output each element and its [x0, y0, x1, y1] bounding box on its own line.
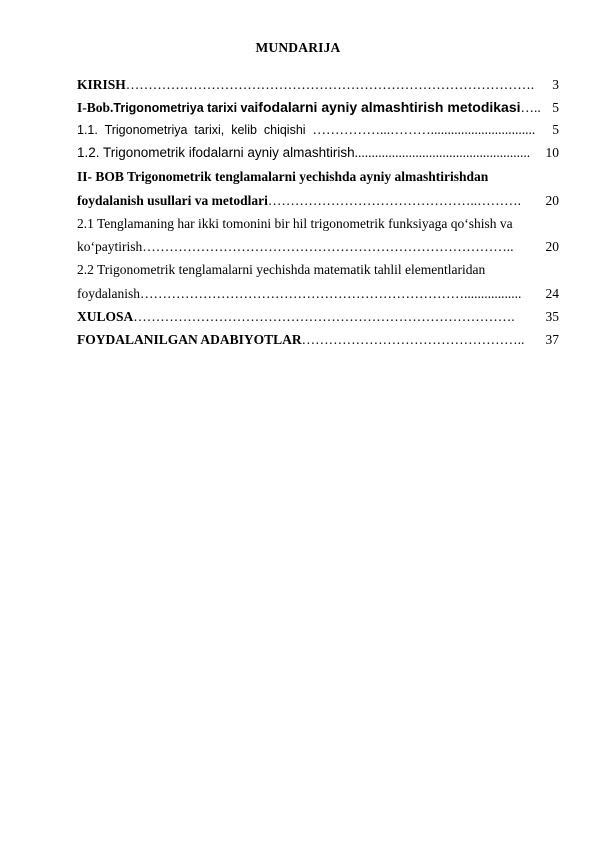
toc-leader-dots: ………………………………………………………………………..: [142, 239, 514, 254]
toc-entry-label: 1.1. Trigonometriya tarixi, kelib chiqishi: [77, 123, 313, 137]
toc-leader-dots: …..: [520, 100, 541, 115]
toc-entry-label-rest: ifodalarni ayniy almashtirish metodikasi: [254, 99, 521, 115]
toc-entry-chapter-2[interactable]: [77, 190, 559, 212]
toc-entry-prefix: I-Bob.: [77, 100, 114, 115]
toc-page-number: 20: [545, 193, 559, 208]
toc-entry-label: XULOSA: [77, 309, 134, 324]
toc-entry-kirish[interactable]: [77, 74, 559, 96]
toc-entry-label-part: Trigonometriya tarixi va: [113, 101, 255, 115]
toc-leader-dots: ………………………………………………………………………….: [133, 309, 515, 324]
toc-leader-dots: …………………………………………..: [301, 332, 525, 347]
toc-entry-2-2[interactable]: [77, 283, 559, 305]
toc-leader-dots: ……………...………...............................: [312, 122, 536, 137]
toc-leader-dots: ....................................................: [354, 145, 531, 160]
toc-entry-2-1[interactable]: [77, 236, 559, 258]
toc-entry-label: ko‘paytirish: [77, 239, 143, 254]
toc-entry-1-2[interactable]: [77, 142, 559, 164]
toc-page-number: 5: [552, 122, 559, 137]
toc-page-number: 10: [545, 145, 559, 160]
toc-page-number: 3: [552, 77, 559, 92]
toc-entry-2-1-line1[interactable]: 2.1 Tenglamaning har ikki tomonini bir hil trigonometrik funksiyaga qo‘shish va: [77, 216, 513, 231]
toc-entry-chapter-1[interactable]: [77, 96, 559, 118]
toc-leader-dots: ……………………………………………………………………………….: [125, 77, 535, 92]
toc-page-number: 24: [545, 286, 559, 301]
toc-entry-xulosa[interactable]: [77, 306, 559, 328]
toc-entry-label: foydalanish usullari va metodlari: [77, 193, 268, 208]
toc-page-number: 20: [545, 239, 559, 254]
toc-entry-chapter-2-line1[interactable]: II- BOB Trigonometrik tenglamalarni yechishda ayniy almashtirishdan: [77, 169, 489, 184]
toc-entry-adabiyotlar[interactable]: [77, 329, 559, 351]
toc-entry-1-1[interactable]: [77, 119, 559, 141]
toc-leader-dots: ………………………………………..……….: [267, 193, 522, 208]
toc-entry-label: KIRISH: [77, 77, 126, 92]
toc-page-number: 5: [552, 100, 559, 115]
toc-page-number: 37: [545, 332, 559, 347]
toc-entry-label: 1.2. Trigonometrik ifodalarni ayniy almashtirish: [77, 145, 355, 160]
toc-entry-label: FOYDALANILGAN ADABIYOTLAR: [77, 332, 302, 347]
toc-entry-label: foydalanish: [77, 286, 140, 301]
toc-entry-2-2-line1[interactable]: 2.2 Trigonometrik tenglamalarni yechishda matematik tahlil elementlaridan: [77, 262, 486, 277]
toc-page-number: 35: [545, 309, 559, 324]
toc-leader-dots: ……………………………………………………………….................: [140, 286, 522, 301]
toc-title: MUNDARIJA: [255, 40, 341, 55]
